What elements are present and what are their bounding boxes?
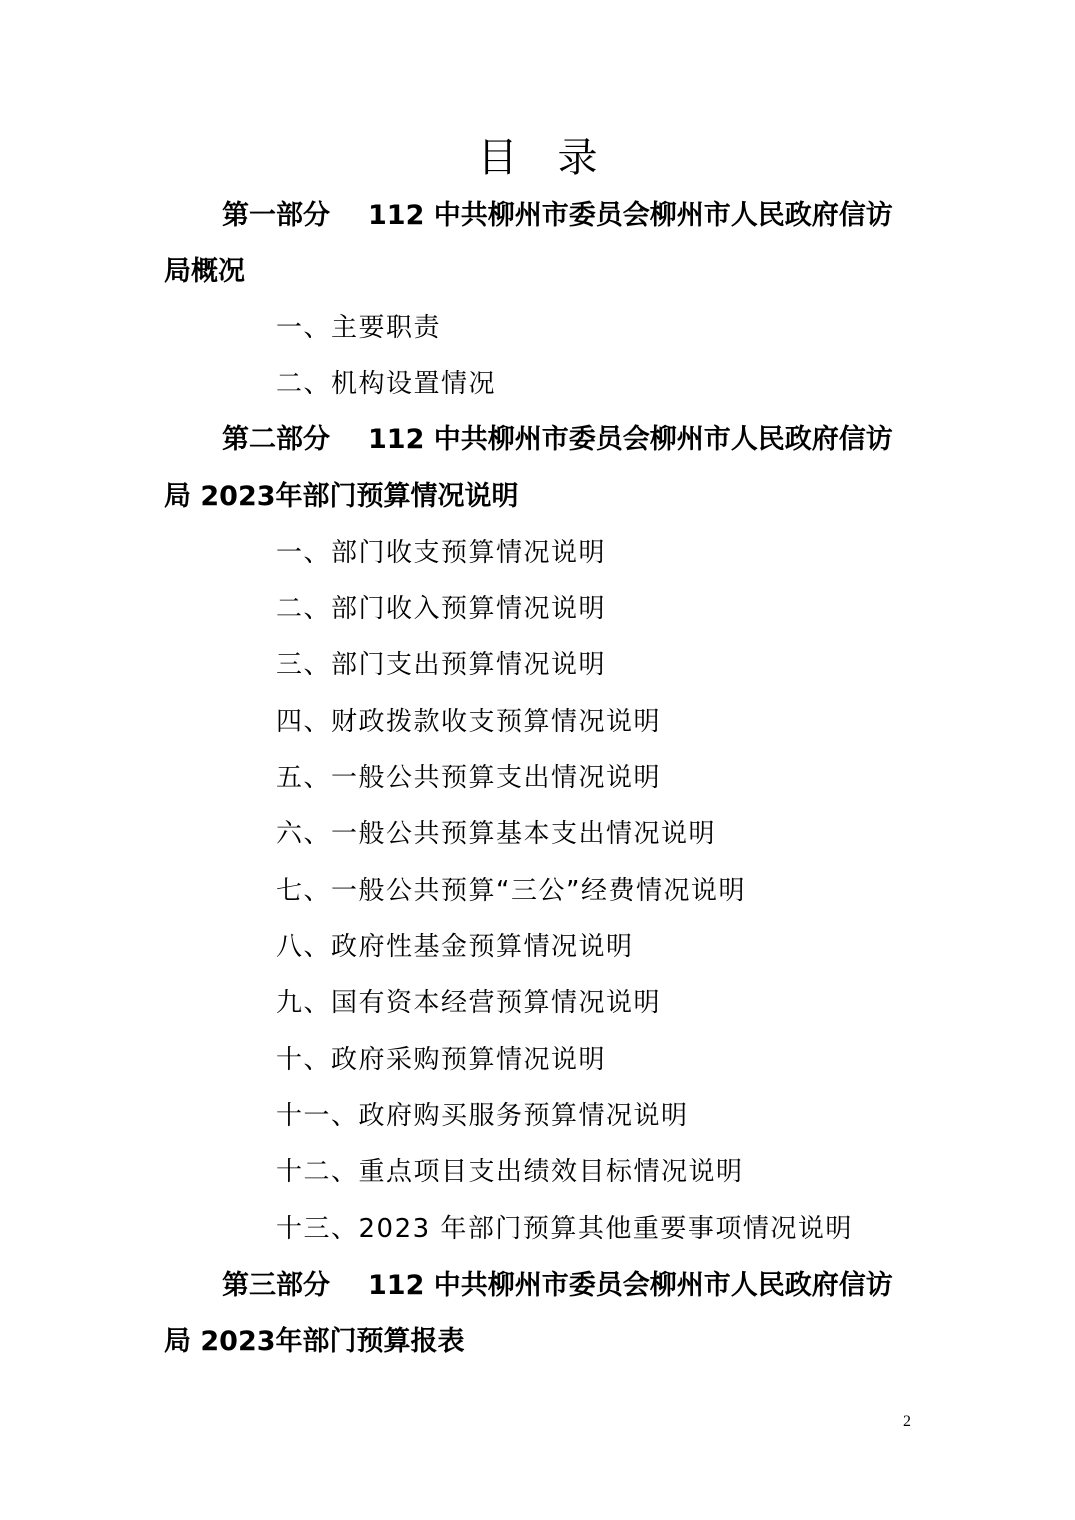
part-3-title-line-2: 局 2023年部门预算报表 <box>164 1326 465 1357</box>
part-2-heading <box>222 420 893 460</box>
toc-title-char-1: 目 <box>477 135 518 181</box>
part-3-title-line-1: 112 中共柳州市委员会柳州市人民政府信访 <box>368 1270 893 1301</box>
toc-title <box>0 130 1075 186</box>
part-1-title-line-1: 112 中共柳州市委员会柳州市人民政府信访 <box>368 200 893 231</box>
toc-title-char-2: 录 <box>557 135 598 181</box>
part-3-label: 第三部分 <box>222 1270 330 1301</box>
toc-item: 十三、2023 年部门预算其他重要事项情况说明 <box>276 1214 853 1244</box>
page-number: 2 <box>903 1413 911 1430</box>
toc-item: 五、一般公共预算支出情况说明 <box>276 763 662 793</box>
toc-item: 二、部门收入预算情况说明 <box>276 594 607 624</box>
toc-item: 八、政府性基金预算情况说明 <box>276 932 634 962</box>
toc-item: 三、部门支出预算情况说明 <box>276 650 607 680</box>
part-1-heading <box>222 196 893 236</box>
toc-item: 十二、重点项目支出绩效目标情况说明 <box>276 1157 744 1187</box>
toc-item: 六、一般公共预算基本支出情况说明 <box>276 819 717 849</box>
toc-item: 二、机构设置情况 <box>276 369 497 399</box>
toc-item: 七、一般公共预算“三公”经费情况说明 <box>276 876 746 906</box>
toc-item: 一、部门收支预算情况说明 <box>276 538 607 568</box>
part-2-label: 第二部分 <box>222 424 330 455</box>
part-2-title-line-2: 局 2023年部门预算情况说明 <box>164 481 519 512</box>
part-1-title-line-2: 局概况 <box>164 256 245 287</box>
part-1-label: 第一部分 <box>222 200 330 231</box>
toc-item: 九、国有资本经营预算情况说明 <box>276 988 662 1018</box>
toc-item: 十、政府采购预算情况说明 <box>276 1045 607 1075</box>
toc-item: 四、财政拨款收支预算情况说明 <box>276 707 662 737</box>
toc-item: 十一、政府购买服务预算情况说明 <box>276 1101 689 1131</box>
toc-item: 一、主要职责 <box>276 313 442 343</box>
part-3-heading <box>222 1266 893 1306</box>
part-2-title-line-1: 112 中共柳州市委员会柳州市人民政府信访 <box>368 424 893 455</box>
